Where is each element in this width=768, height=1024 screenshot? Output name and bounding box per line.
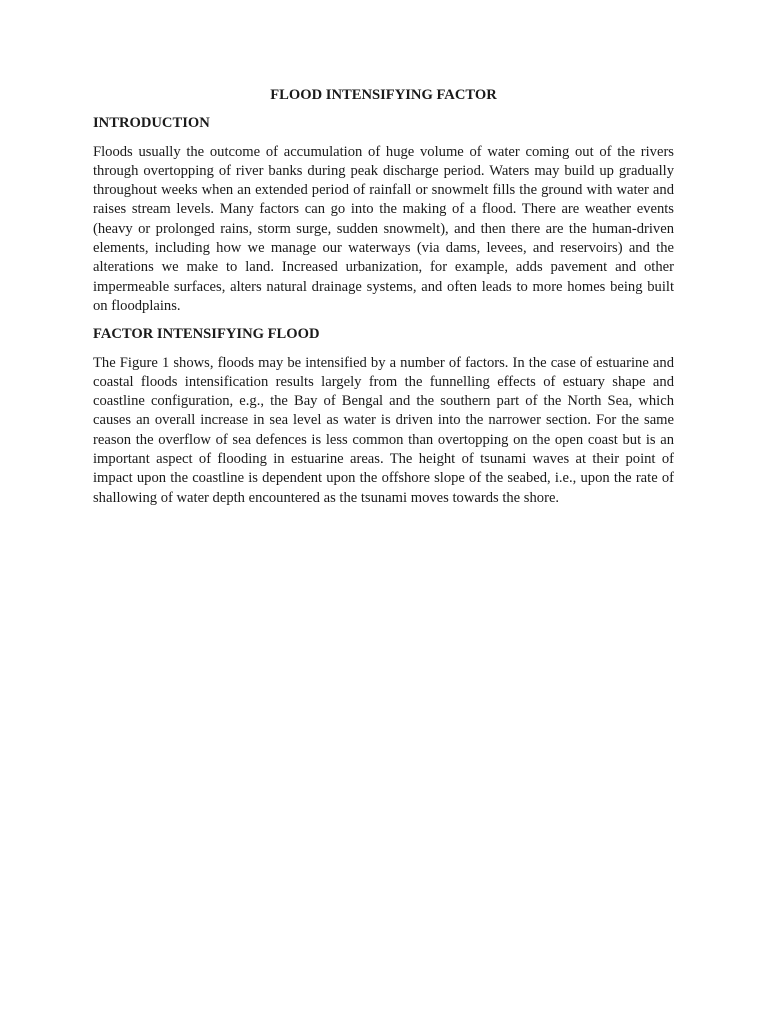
section-heading-introduction: INTRODUCTION bbox=[93, 115, 210, 132]
section-heading-factor-intensifying-flood: FACTOR INTENSIFYING FLOOD bbox=[93, 326, 320, 343]
section-body-introduction: Floods usually the outcome of accumulation of huge volume of water coming out of the rivers through overtopping of river banks during peak discharge period. Waters may build up gradually throughout weeks when an extended period of rainfall or snowmelt fills the ground with water and raises stream levels. Many factors can go into the making of a flood. There are weather events (heavy or prolonged rains, storm surge, sudden snowmelt), and then there are the human-driven elements, including how we manage our waterways (via dams, levees, and reservoirs) and the alterations we make to land. Increased urbanization, for example, adds pavement and other impermeable surfaces, alters natural drainage systems, and often leads to more homes being built on floodplains. bbox=[93, 143, 674, 314]
document-content bbox=[93, 86, 674, 517]
section-factor-intensifying-flood bbox=[93, 325, 674, 508]
section-introduction bbox=[93, 114, 674, 316]
document-title: FLOOD INTENSIFYING FACTOR bbox=[270, 87, 497, 103]
section-body-factor-intensifying-flood: The Figure 1 shows, floods may be intensified by a number of factors. In the case of estuarine and coastal floods intensification results largely from the funnelling effects of estuary shape and coastline configuration, e.g., the Bay of Bengal and the southern part of the North Sea, which causes an overall increase in sea level as water is driven into the narrower section. For the same reason the overflow of sea defences is less common than overtopping on the open coast but is an important aspect of flooding in estuarine areas. The height of tsunami waves at their point of impact upon the coastline is dependent upon the offshore slope of the seabed, i.e., upon the rate of shallowing of water depth encountered as the tsunami moves towards the shore. bbox=[93, 354, 674, 506]
